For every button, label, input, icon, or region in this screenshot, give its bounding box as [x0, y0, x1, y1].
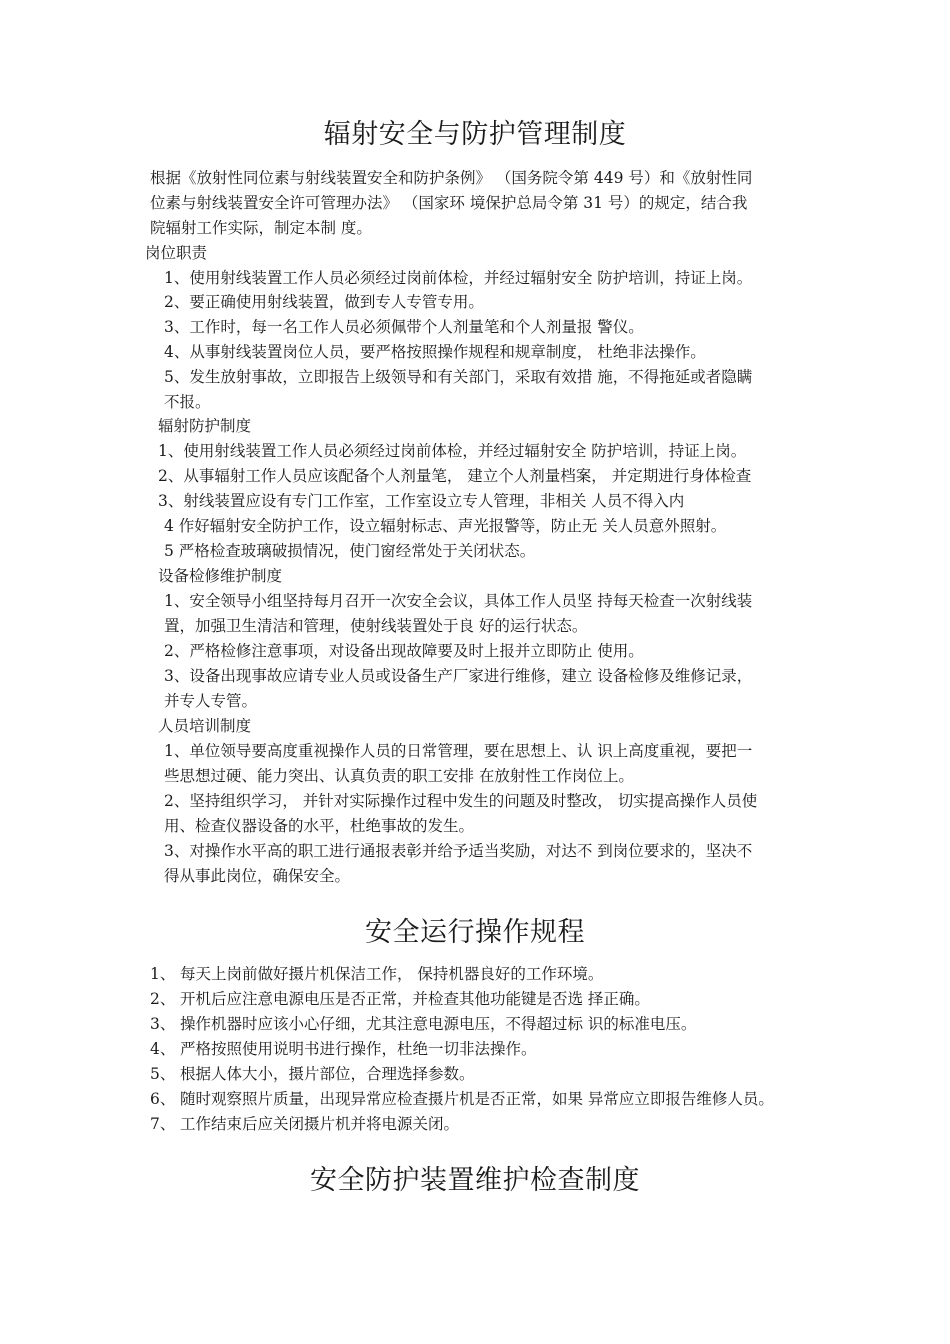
ops-item-text: 每天上岗前做好摄片机保洁工作， 保持机器良好的工作环境。	[180, 965, 604, 983]
ops-item-number: 5、	[150, 1065, 176, 1083]
maintenance-line: 3、设备出现事故应请专业人员或设备生产厂家进行维修，建立 设备检修及维修记录，	[164, 667, 753, 685]
radiation-line: 1、使用射线装置工作人员必须经过岗前体检，并经过辐射安全 防护培训，持证上岗。	[158, 442, 747, 460]
posts-line: 5、发生放射事故，立即报告上级领导和有关部门，采取有效措 施，不得拖延或者隐瞒	[164, 368, 753, 386]
training-line: 3、对操作水平高的职工进行通报表彰并给予适当奖励，对达不 到岗位要求的，坚决不	[164, 842, 753, 860]
posts-line: 3、工作时，每一名工作人员必须佩带个人剂量笔和个人剂量报 警仪。	[164, 318, 644, 336]
ops-item-number: 7、	[150, 1115, 176, 1133]
ops-title: 安全运行操作规程	[365, 917, 585, 948]
protect-title: 安全防护装置维护检查制度	[310, 1165, 640, 1196]
training-line: 得从事此岗位，确保安全。	[164, 867, 351, 885]
intro-line: 位素与射线装置安全许可管理办法》 （国家环 境保护总局令第 31 号）的规定，结合我	[150, 194, 748, 212]
document-title: 辐射安全与防护管理制度	[323, 119, 627, 150]
intro-line: 根据《放射性同位素与射线装置安全和防护条例》 （国务院令第 449 号）和《放射性同	[150, 169, 753, 187]
maintenance-line: 1、安全领导小组坚持每月召开一次安全会议，具体工作人员坚 持每天检查一次射线装	[164, 592, 753, 610]
posts-line: 4、从事射线装置岗位人员，要严格按照操作规程和规章制度， 杜绝非法操作。	[164, 343, 706, 361]
ops-item-number: 1、	[150, 965, 176, 983]
ops-item-text: 随时观察照片质量，出现异常应检查摄片机是否正常，如果 异常应立即报告维修人员。	[180, 1090, 774, 1108]
ops-item-text: 开机后应注意电源电压是否正常，并检查其他功能键是否选 择正确。	[180, 990, 650, 1008]
ops-item-number: 4、	[150, 1040, 176, 1058]
radiation-line: 3、射线装置应设有专门工作室，工作室设立专人管理，非相关 人员不得入内	[158, 492, 685, 510]
ops-item-text: 根据人体大小，摄片部位，合理选择参数。	[180, 1065, 475, 1083]
section-heading-radiation: 辐射防护制度	[158, 417, 252, 435]
training-line: 用、检查仪器设备的水平，杜绝事故的发生。	[164, 817, 475, 835]
ops-item	[150, 1089, 774, 1109]
radiation-line: 2、从事辐射工作人员应该配备个人剂量笔， 建立个人剂量档案， 并定期进行身体检查	[158, 467, 752, 485]
ops-item-text: 操作机器时应该小心仔细，尤其注意电源电压，不得超过标 识的标准电压。	[180, 1015, 697, 1033]
ops-item-number: 6、	[150, 1090, 176, 1108]
section-heading-training: 人员培训制度	[158, 717, 252, 735]
training-line: 2、坚持组织学习， 并针对实际操作过程中发生的问题及时整改， 切实提高操作人员使	[164, 792, 758, 810]
posts-line: 1、使用射线装置工作人员必须经过岗前体检，并经过辐射安全 防护培训，持证上岗。	[164, 269, 753, 287]
ops-item-text: 严格按照使用说明书进行操作，杜绝一切非法操作。	[180, 1040, 537, 1058]
ops-item	[150, 1039, 537, 1059]
ops-item	[150, 1114, 459, 1134]
ops-item	[150, 964, 603, 984]
posts-line: 不报。	[164, 393, 211, 411]
ops-item	[150, 989, 650, 1009]
ops-item	[150, 1064, 475, 1084]
maintenance-line: 并专人专管。	[164, 692, 258, 710]
ops-item-number: 3、	[150, 1015, 176, 1033]
posts-line: 2、要正确使用射线装置，做到专人专管专用。	[164, 293, 484, 311]
maintenance-line: 2、严格检修注意事项，对设备出现故障要及时上报并立即防止 使用。	[164, 642, 644, 660]
training-line: 1、单位领导要高度重视操作人员的日常管理，要在思想上、认 识上高度重视，要把一	[164, 742, 753, 760]
ops-item-number: 2、	[150, 990, 176, 1008]
radiation-line: 5 严格检查玻璃破损情况，使门窗经常处于关闭状态。	[164, 542, 536, 560]
ops-item-text: 工作结束后应关闭摄片机并将电源关闭。	[180, 1115, 460, 1133]
section-heading-maintenance: 设备检修维护制度	[158, 567, 283, 585]
section-heading-posts: 岗位职责	[145, 244, 208, 262]
radiation-line: 4 作好辐射安全防护工作，设立辐射标志、声光报警等，防止无 关人员意外照射。	[164, 517, 727, 535]
maintenance-line: 置，加强卫生清洁和管理，使射线装置处于良 好的运行状态。	[164, 617, 588, 635]
intro-line: 院辐射工作实际，制定本制 度。	[150, 219, 372, 237]
ops-item	[150, 1014, 696, 1034]
training-line: 些思想过硬、能力突出、认真负责的职工安排 在放射性工作岗位上。	[164, 767, 634, 785]
